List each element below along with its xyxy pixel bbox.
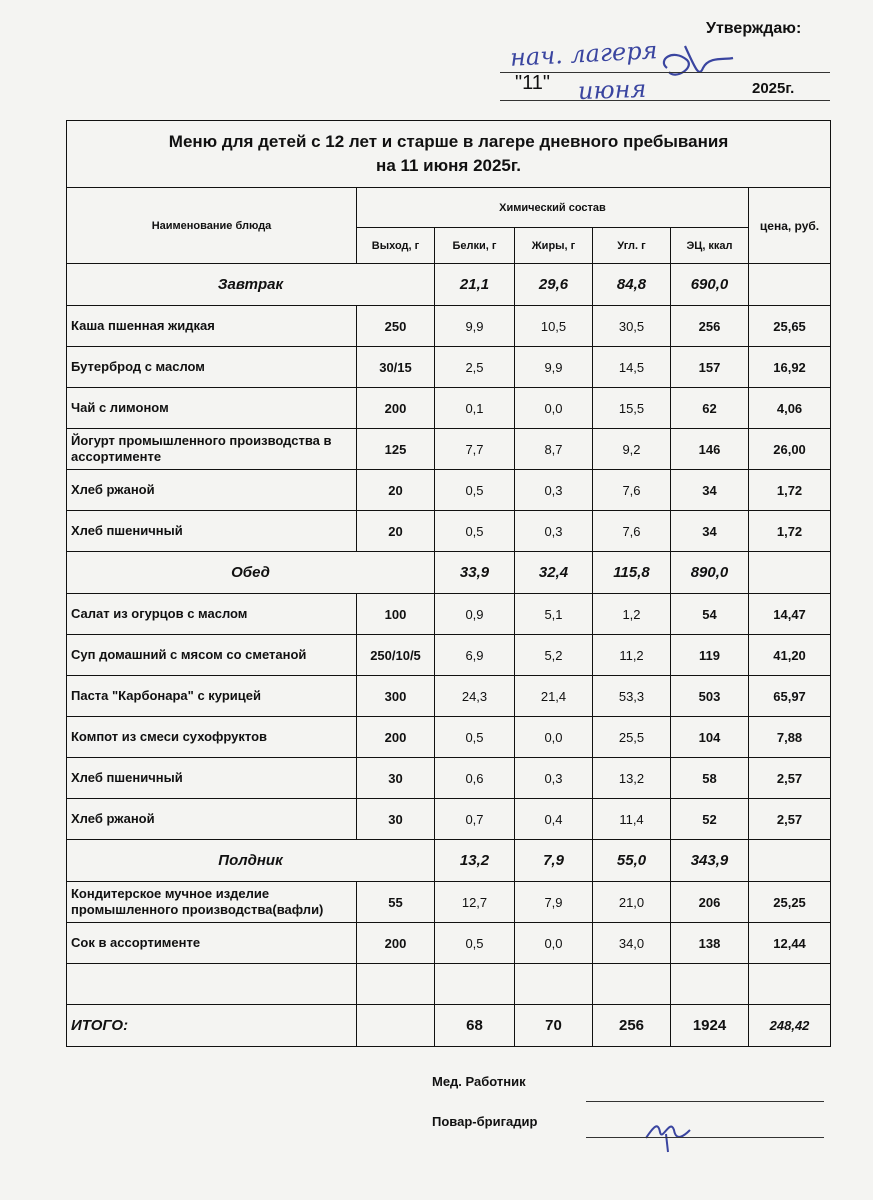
table-row [67, 306, 831, 347]
header-energy: ЭЦ, ккал [671, 228, 749, 264]
total-label: ИТОГО: [67, 1005, 357, 1047]
dish-protein: 6,9 [435, 635, 515, 676]
header-yield: Выход, г [357, 228, 435, 264]
section-row [67, 840, 831, 882]
dish-carbs: 7,6 [593, 470, 671, 511]
section-name: Полдник [67, 840, 435, 882]
section-energy: 890,0 [671, 552, 749, 594]
dish-yield: 30 [357, 758, 435, 799]
dish-carbs: 25,5 [593, 717, 671, 758]
dish-carbs: 34,0 [593, 923, 671, 964]
dish-carbs: 13,2 [593, 758, 671, 799]
dish-protein: 0,5 [435, 470, 515, 511]
dish-energy: 256 [671, 306, 749, 347]
dish-price: 1,72 [749, 511, 831, 552]
dish-yield: 100 [357, 594, 435, 635]
dish-price: 1,72 [749, 470, 831, 511]
cook-label: Повар-бригадир [432, 1114, 538, 1129]
dish-protein: 0,5 [435, 717, 515, 758]
section-carbs: 84,8 [593, 264, 671, 306]
dish-carbs: 9,2 [593, 429, 671, 470]
total-carbs: 256 [593, 1005, 671, 1047]
table-row [67, 470, 831, 511]
table-row [67, 594, 831, 635]
medic-signature-line [586, 1101, 824, 1102]
dish-fat: 5,2 [515, 635, 593, 676]
dish-fat: 7,9 [515, 882, 593, 923]
dish-fat: 0,0 [515, 388, 593, 429]
menu-table [66, 120, 831, 1047]
dish-price: 26,00 [749, 429, 831, 470]
dish-protein: 2,5 [435, 347, 515, 388]
cook-signature [640, 1108, 710, 1158]
approval-position-handwritten: нач. лагеря [509, 36, 659, 72]
table-row [67, 882, 831, 923]
total-protein: 68 [435, 1005, 515, 1047]
table-row [67, 676, 831, 717]
header-dish-name: Наименование блюда [67, 188, 357, 264]
dish-carbs: 14,5 [593, 347, 671, 388]
menu-title [67, 121, 831, 188]
cook-signature-line [586, 1137, 824, 1138]
empty-row [67, 964, 831, 1005]
empty-cell [357, 964, 435, 1005]
empty-cell [749, 964, 831, 1005]
approval-month-handwritten: июня [577, 74, 647, 106]
dish-carbs: 15,5 [593, 388, 671, 429]
dish-protein: 0,5 [435, 511, 515, 552]
dish-name: Хлеб ржаной [67, 799, 357, 840]
dish-fat: 21,4 [515, 676, 593, 717]
empty-cell [671, 964, 749, 1005]
dish-name: Сок в ассортименте [67, 923, 357, 964]
dish-carbs: 7,6 [593, 511, 671, 552]
menu-title-line2: на 11 июня 2025г. [376, 156, 521, 175]
table-row [67, 717, 831, 758]
dish-name: Хлеб пшеничный [67, 758, 357, 799]
dish-protein: 0,7 [435, 799, 515, 840]
section-carbs: 115,8 [593, 552, 671, 594]
section-price-empty [749, 264, 831, 306]
dish-price: 25,65 [749, 306, 831, 347]
empty-cell [593, 964, 671, 1005]
dish-energy: 34 [671, 511, 749, 552]
section-fat: 29,6 [515, 264, 593, 306]
dish-energy: 34 [671, 470, 749, 511]
dish-carbs: 1,2 [593, 594, 671, 635]
dish-yield: 200 [357, 923, 435, 964]
dish-yield: 125 [357, 429, 435, 470]
dish-energy: 503 [671, 676, 749, 717]
empty-cell [515, 964, 593, 1005]
dish-name: Салат из огурцов с маслом [67, 594, 357, 635]
dish-protein: 12,7 [435, 882, 515, 923]
dish-fat: 0,3 [515, 470, 593, 511]
dish-name: Бутерброд с маслом [67, 347, 357, 388]
dish-yield: 30 [357, 799, 435, 840]
dish-fat: 5,1 [515, 594, 593, 635]
dish-protein: 9,9 [435, 306, 515, 347]
dish-name: Хлеб ржаной [67, 470, 357, 511]
section-protein: 33,9 [435, 552, 515, 594]
section-carbs: 55,0 [593, 840, 671, 882]
dish-name: Компот из смеси сухофруктов [67, 717, 357, 758]
dish-fat: 10,5 [515, 306, 593, 347]
table-row [67, 511, 831, 552]
section-price-empty [749, 552, 831, 594]
empty-cell [435, 964, 515, 1005]
table-row [67, 758, 831, 799]
dish-energy: 58 [671, 758, 749, 799]
section-energy: 343,9 [671, 840, 749, 882]
dish-fat: 0,4 [515, 799, 593, 840]
approval-title: Утверждаю: [706, 20, 802, 37]
dish-energy: 62 [671, 388, 749, 429]
dish-fat: 0,0 [515, 717, 593, 758]
dish-name: Чай с лимоном [67, 388, 357, 429]
dish-price: 41,20 [749, 635, 831, 676]
dish-name: Хлеб пшеничный [67, 511, 357, 552]
dish-carbs: 11,4 [593, 799, 671, 840]
total-yield-empty [357, 1005, 435, 1047]
dish-energy: 54 [671, 594, 749, 635]
dish-name: Йогурт промышленного производства в ассортименте [67, 429, 357, 470]
dish-energy: 52 [671, 799, 749, 840]
section-fat: 32,4 [515, 552, 593, 594]
dish-energy: 104 [671, 717, 749, 758]
dish-yield: 55 [357, 882, 435, 923]
section-protein: 21,1 [435, 264, 515, 306]
dish-yield: 200 [357, 388, 435, 429]
menu-title-line1: Меню для детей с 12 лет и старше в лагере дневного пребывания [168, 132, 729, 151]
dish-protein: 24,3 [435, 676, 515, 717]
medic-label: Мед. Работник [432, 1074, 526, 1089]
director-signature [655, 38, 745, 88]
dish-price: 2,57 [749, 758, 831, 799]
total-row [67, 1005, 831, 1047]
table-row [67, 635, 831, 676]
header-carbs: Угл. г [593, 228, 671, 264]
total-price: 248,42 [749, 1005, 831, 1047]
section-energy: 690,0 [671, 264, 749, 306]
dish-yield: 20 [357, 470, 435, 511]
dish-energy: 157 [671, 347, 749, 388]
dish-carbs: 53,3 [593, 676, 671, 717]
dish-yield: 300 [357, 676, 435, 717]
approval-line-2 [500, 100, 830, 101]
dish-fat: 0,0 [515, 923, 593, 964]
approval-day: "11" [515, 72, 550, 94]
dish-fat: 0,3 [515, 511, 593, 552]
table-row [67, 429, 831, 470]
dish-fat: 8,7 [515, 429, 593, 470]
dish-name: Кондитерское мучное изделие промышленного производства(вафли) [67, 882, 357, 923]
dish-protein: 0,6 [435, 758, 515, 799]
dish-price: 12,44 [749, 923, 831, 964]
dish-fat: 9,9 [515, 347, 593, 388]
dish-price: 14,47 [749, 594, 831, 635]
empty-cell [67, 964, 357, 1005]
section-row [67, 264, 831, 306]
total-energy: 1924 [671, 1005, 749, 1047]
header-fat: Жиры, г [515, 228, 593, 264]
table-row [67, 923, 831, 964]
dish-carbs: 11,2 [593, 635, 671, 676]
dish-energy: 138 [671, 923, 749, 964]
dish-name: Паста "Карбонара" с курицей [67, 676, 357, 717]
dish-fat: 0,3 [515, 758, 593, 799]
dish-energy: 119 [671, 635, 749, 676]
dish-price: 16,92 [749, 347, 831, 388]
table-row [67, 347, 831, 388]
header-price: цена, руб. [749, 188, 831, 264]
header-chemical: Химический состав [357, 188, 749, 228]
dish-protein: 7,7 [435, 429, 515, 470]
dish-energy: 206 [671, 882, 749, 923]
section-price-empty [749, 840, 831, 882]
dish-price: 65,97 [749, 676, 831, 717]
dish-yield: 250/10/5 [357, 635, 435, 676]
dish-yield: 20 [357, 511, 435, 552]
dish-protein: 0,5 [435, 923, 515, 964]
section-name: Обед [67, 552, 435, 594]
dish-yield: 250 [357, 306, 435, 347]
table-row [67, 799, 831, 840]
dish-yield: 30/15 [357, 347, 435, 388]
section-name: Завтрак [67, 264, 435, 306]
dish-price: 7,88 [749, 717, 831, 758]
dish-name: Каша пшенная жидкая [67, 306, 357, 347]
header-protein: Белки, г [435, 228, 515, 264]
table-row [67, 388, 831, 429]
dish-price: 4,06 [749, 388, 831, 429]
section-fat: 7,9 [515, 840, 593, 882]
approval-year: 2025г. [752, 80, 795, 97]
dish-price: 2,57 [749, 799, 831, 840]
dish-carbs: 30,5 [593, 306, 671, 347]
section-row [67, 552, 831, 594]
total-fat: 70 [515, 1005, 593, 1047]
dish-protein: 0,9 [435, 594, 515, 635]
dish-carbs: 21,0 [593, 882, 671, 923]
dish-name: Суп домашний с мясом со сметаной [67, 635, 357, 676]
dish-yield: 200 [357, 717, 435, 758]
dish-energy: 146 [671, 429, 749, 470]
dish-price: 25,25 [749, 882, 831, 923]
dish-protein: 0,1 [435, 388, 515, 429]
section-protein: 13,2 [435, 840, 515, 882]
